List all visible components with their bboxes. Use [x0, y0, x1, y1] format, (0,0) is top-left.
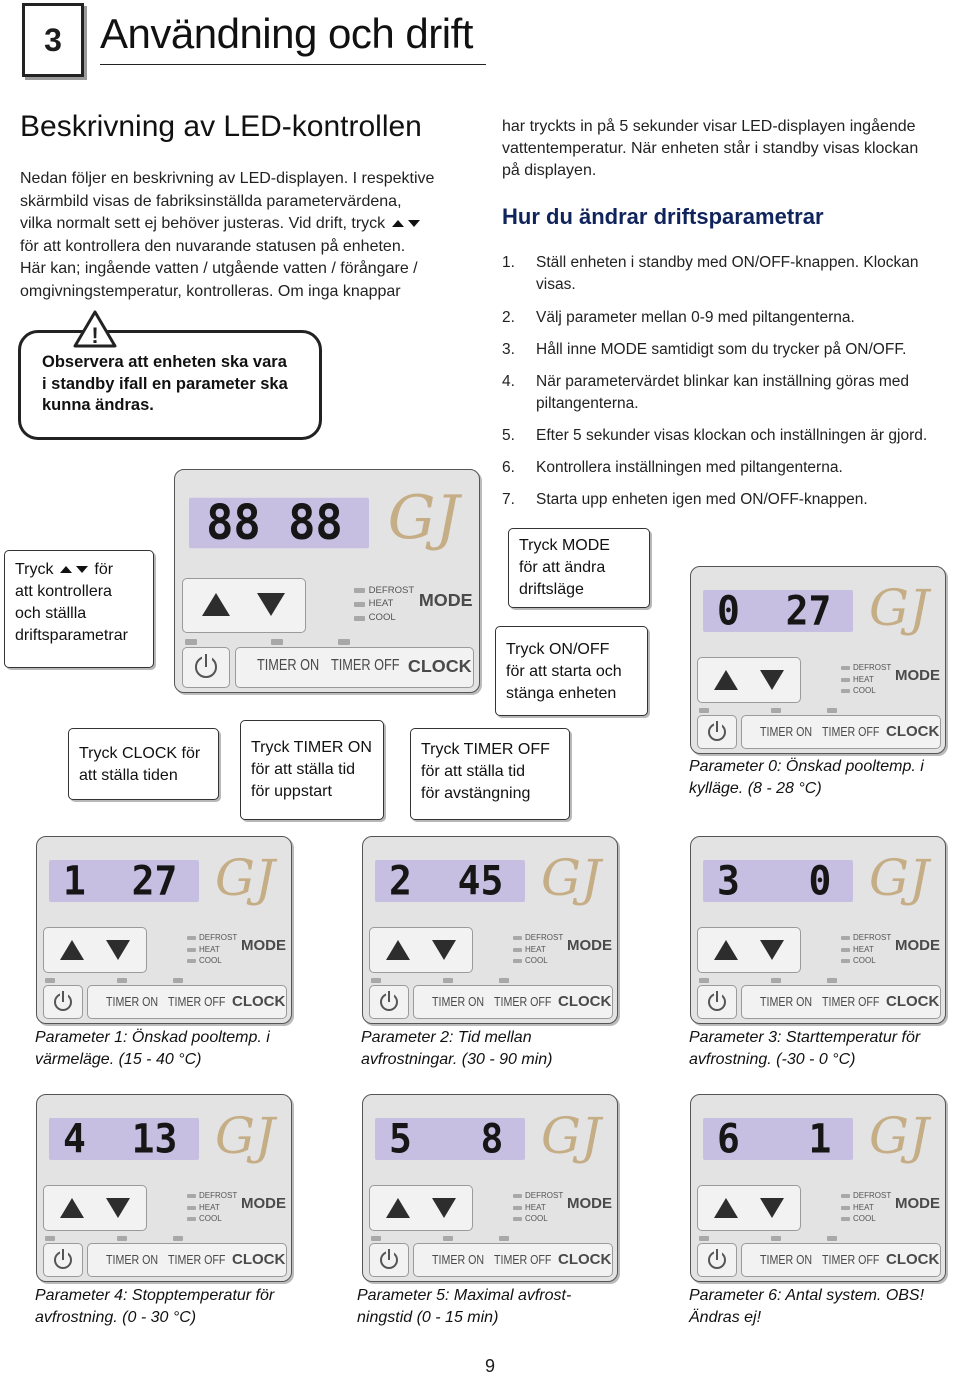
step-text: Håll inne MODE samtidigt som du trycker på ON/OFF. — [536, 341, 907, 358]
right-intro-line: vattentemperatur. När enheten står i standby visas klockan — [502, 140, 919, 157]
power-button[interactable] — [697, 1243, 737, 1277]
callout-line: Tryck TIMER OFF — [421, 741, 550, 758]
intro-line: omgivningstemperatur, kontrolleras. Om inga knappar — [20, 282, 401, 300]
arrow-buttons[interactable] — [697, 927, 801, 973]
step-number: 3. — [502, 341, 515, 358]
cool-indicator-led — [841, 689, 850, 693]
heat-label: HEAT — [368, 598, 394, 610]
arrow-buttons[interactable] — [697, 1185, 801, 1231]
defrost-label: DEFROST — [853, 933, 892, 942]
defrost-label: DEFROST — [525, 933, 564, 942]
power-icon-stem — [205, 654, 207, 667]
callout-timer-on — [240, 720, 384, 820]
right-intro-text — [502, 116, 952, 182]
heat-label: HEAT — [199, 944, 220, 954]
clock-button[interactable]: CLOCK — [232, 993, 286, 1010]
timer-clock-buttons[interactable] — [741, 1243, 941, 1277]
callout-line: driftsläge — [519, 581, 584, 598]
step-text: Starta upp enheten igen med ON/OFF-knappen. — [536, 491, 868, 508]
chapter-number-box — [22, 3, 84, 77]
caption-line: Ändras ej! — [689, 1309, 762, 1326]
clock-button[interactable]: CLOCK — [886, 993, 940, 1010]
step-number: 6. — [502, 459, 515, 476]
callout-line: att kontrollera — [15, 583, 112, 600]
arrow-up-button-icon[interactable] — [386, 940, 410, 960]
power-icon-stem — [62, 991, 64, 1002]
warning-line: kunna ändras. — [42, 396, 154, 414]
callout-clock — [68, 728, 219, 800]
cool-indicator-led — [513, 1217, 522, 1221]
cool-label: COOL — [525, 956, 548, 965]
power-button[interactable] — [43, 985, 83, 1019]
status-led — [699, 708, 709, 713]
arrow-up-icon — [392, 220, 404, 227]
status-led — [771, 1236, 781, 1241]
step-text: Välj parameter mellan 0-9 med piltangenterna. — [536, 309, 855, 326]
heat-indicator-led — [841, 1206, 850, 1210]
intro-line: för att kontrollera den nuvarande statusen på enheten. — [20, 237, 406, 255]
heat-indicator-led — [841, 678, 850, 682]
controller-panel-p0 — [690, 566, 946, 754]
step-number: 4. — [502, 373, 515, 390]
controller-panel-p1 — [36, 836, 292, 1024]
step-number: 5. — [502, 427, 515, 444]
right-intro-line: på displayen. — [502, 162, 597, 179]
arrow-down-button-icon[interactable] — [432, 940, 456, 960]
cool-label: COOL — [525, 1214, 548, 1223]
mode-button[interactable]: MODE — [567, 1195, 612, 1212]
step-text — [536, 371, 960, 415]
step-text: Kontrollera inställningen med piltangenterna. — [536, 459, 843, 476]
caption-line: Parameter 5: Maximal avfrost- — [357, 1287, 572, 1304]
arrow-up-button-icon[interactable] — [714, 1198, 738, 1218]
brand-logo: GJ — [541, 849, 601, 907]
callout-line: för att ändra — [519, 559, 606, 576]
defrost-label: DEFROST — [525, 1191, 564, 1200]
status-led — [338, 639, 350, 645]
caption-parameter-1 — [35, 1027, 315, 1071]
callout-line: för att ställa tid — [421, 763, 526, 780]
caption-line: avfrostningar. (30 - 90 min) — [361, 1051, 553, 1068]
lcd-display: 1 27 — [49, 860, 199, 902]
defrost-label: DEFROST — [853, 663, 892, 672]
heat-label: HEAT — [199, 1202, 220, 1212]
status-led — [771, 708, 781, 713]
led-section-heading: Beskrivning av LED-kontrollen — [20, 110, 422, 143]
arrow-down-button-icon[interactable] — [760, 940, 784, 960]
controller-panel-p3 — [690, 836, 946, 1024]
timer-on-button[interactable]: TIMER ON — [432, 994, 485, 1009]
timer-off-button[interactable]: TIMER OFF — [494, 994, 552, 1009]
arrow-down-icon — [408, 220, 420, 227]
intro-line-text: vilka normalt sett ej behöver justeras. Vid drift, tryck — [20, 215, 386, 232]
timer-on-button[interactable]: TIMER ON — [760, 994, 813, 1009]
callout-onoff — [495, 626, 648, 716]
caption-parameter-2 — [361, 1027, 641, 1071]
brand-logo: GJ — [869, 1107, 929, 1165]
timer-on-button[interactable]: TIMER ON — [257, 657, 320, 675]
status-led — [45, 1236, 55, 1241]
caption-parameter-4 — [35, 1285, 315, 1329]
defrost-indicator-led — [841, 1194, 850, 1198]
step-number: 2. — [502, 309, 515, 326]
caption-line: Parameter 2: Tid mellan — [361, 1029, 532, 1046]
defrost-indicator-led — [841, 666, 850, 670]
caption-line: avfrostning. (-30 - 0 °C) — [689, 1051, 856, 1068]
timer-off-button[interactable]: TIMER OFF — [494, 1252, 552, 1267]
step-line: visas. — [536, 276, 576, 293]
step-line: piltangenterna. — [536, 395, 639, 412]
cool-label: COOL — [853, 1214, 876, 1223]
lcd-display: 3 0 — [703, 860, 853, 902]
caption-line: Parameter 4: Stopptemperatur för — [35, 1287, 275, 1304]
brand-logo: GJ — [869, 579, 929, 637]
lcd-display: 2 45 — [375, 860, 525, 902]
caption-line: Parameter 1: Önskad pooltemp. i — [35, 1029, 270, 1046]
callout-text: Tryck — [15, 561, 54, 578]
callout-arrows — [4, 550, 154, 668]
intro-line — [20, 213, 460, 236]
intro-line: Nedan följer en beskrivning av LED-displayen. I respektive — [20, 170, 435, 187]
defrost-indicator-led — [354, 588, 365, 593]
mode-button[interactable]: MODE — [418, 589, 473, 610]
arrow-up-button-icon[interactable] — [202, 593, 230, 616]
lcd-display: 88 88 — [189, 497, 368, 547]
status-led — [827, 978, 837, 983]
caption-line: ningstid (0 - 15 min) — [357, 1309, 499, 1326]
defrost-label: DEFROST — [368, 584, 415, 596]
heat-indicator-led — [841, 948, 850, 952]
power-icon-stem — [388, 1249, 390, 1260]
heat-label: HEAT — [525, 1202, 546, 1212]
timer-clock-buttons[interactable] — [413, 985, 613, 1019]
arrow-buttons[interactable] — [697, 657, 801, 703]
arrow-down-button-icon[interactable] — [760, 1198, 784, 1218]
cool-indicator-led — [187, 959, 196, 963]
caption-line: avfrostning. (0 - 30 °C) — [35, 1309, 197, 1326]
arrow-down-button-icon[interactable] — [106, 940, 130, 960]
heat-indicator-led — [187, 948, 196, 952]
arrow-up-button-icon[interactable] — [714, 670, 738, 690]
power-icon-gap — [202, 655, 212, 662]
mode-button[interactable]: MODE — [895, 1195, 940, 1212]
brand-logo: GJ — [387, 484, 460, 554]
step-number: 1. — [502, 254, 515, 271]
mode-button[interactable]: MODE — [895, 937, 940, 954]
timer-off-button[interactable]: TIMER OFF — [822, 994, 880, 1009]
timer-clock-buttons[interactable] — [87, 985, 287, 1019]
status-led — [117, 1236, 127, 1241]
heat-indicator-led — [187, 1206, 196, 1210]
defrost-indicator-led — [187, 1194, 196, 1198]
callout-line: Tryck MODE — [519, 537, 610, 554]
status-led — [371, 978, 381, 983]
power-button[interactable] — [182, 647, 230, 688]
arrow-down-icon — [76, 566, 88, 573]
timer-on-button[interactable]: TIMER ON — [106, 994, 159, 1009]
lcd-display: 5 8 — [375, 1118, 525, 1160]
defrost-label: DEFROST — [199, 933, 238, 942]
power-icon-stem — [716, 721, 718, 732]
status-led — [771, 978, 781, 983]
timer-clock-buttons[interactable] — [741, 715, 941, 749]
status-led — [699, 978, 709, 983]
power-button[interactable] — [369, 985, 409, 1019]
chapter-title: Användning och drift — [100, 10, 473, 57]
callout-line — [15, 559, 143, 581]
defrost-indicator-led — [841, 936, 850, 940]
arrow-buttons[interactable] — [369, 927, 473, 973]
power-button[interactable] — [369, 1243, 409, 1277]
arrow-up-button-icon[interactable] — [386, 1198, 410, 1218]
defrost-label: DEFROST — [853, 1191, 892, 1200]
heat-label: HEAT — [853, 944, 874, 954]
arrow-buttons[interactable] — [43, 1185, 147, 1231]
cool-indicator-led — [187, 1217, 196, 1221]
callout-line: Tryck ON/OFF — [506, 641, 610, 658]
timer-on-button[interactable]: TIMER ON — [760, 724, 813, 739]
caption-line: värmeläge. (15 - 40 °C) — [35, 1051, 202, 1068]
clock-button[interactable]: CLOCK — [407, 656, 472, 677]
defrost-indicator-led — [513, 936, 522, 940]
lcd-display: 6 1 — [703, 1118, 853, 1160]
power-button[interactable] — [43, 1243, 83, 1277]
callout-line: för avstängning — [421, 785, 531, 802]
power-icon-stem — [716, 991, 718, 1002]
status-led — [443, 978, 453, 983]
status-led — [45, 978, 55, 983]
warning-line: Observera att enheten ska vara — [42, 353, 287, 371]
timer-clock-buttons[interactable] — [235, 647, 474, 688]
caption-parameter-0 — [689, 756, 949, 800]
clock-button[interactable]: CLOCK — [886, 1251, 940, 1268]
timer-clock-buttons[interactable] — [87, 1243, 287, 1277]
callout-line: att ställa tiden — [79, 767, 178, 784]
clock-button[interactable]: CLOCK — [886, 723, 940, 740]
status-led — [271, 639, 283, 645]
callout-line: för uppstart — [251, 783, 332, 800]
status-led — [185, 639, 197, 645]
callout-line: för att starta och — [506, 663, 622, 680]
mode-button[interactable]: MODE — [241, 937, 286, 954]
arrow-up-button-icon[interactable] — [714, 940, 738, 960]
arrow-down-button-icon[interactable] — [432, 1198, 456, 1218]
step-text — [536, 252, 960, 296]
status-led — [173, 1236, 183, 1241]
power-icon-stem — [388, 991, 390, 1002]
callout-line: stänga enheten — [506, 685, 617, 702]
lcd-display: 4 13 — [49, 1118, 199, 1160]
arrow-down-button-icon[interactable] — [760, 670, 784, 690]
caption-parameter-5 — [357, 1285, 637, 1329]
defrost-label: DEFROST — [199, 1191, 238, 1200]
step-number: 7. — [502, 491, 515, 508]
timer-on-button[interactable]: TIMER ON — [432, 1252, 485, 1267]
callout-line: Tryck TIMER ON — [251, 739, 372, 756]
timer-on-button[interactable]: TIMER ON — [760, 1252, 813, 1267]
heat-indicator-led — [354, 602, 365, 607]
brand-logo: GJ — [541, 1107, 601, 1165]
timer-off-button[interactable]: TIMER OFF — [168, 1252, 226, 1267]
right-intro-line: har tryckts in på 5 sekunder visar LED-displayen ingående — [502, 118, 916, 135]
step-text: Efter 5 sekunder visas klockan och inställningen är gjord. — [536, 427, 928, 444]
status-led — [173, 978, 183, 983]
timer-off-button[interactable]: TIMER OFF — [331, 657, 400, 675]
callout-line: Tryck CLOCK för — [79, 745, 201, 762]
cool-label: COOL — [199, 956, 222, 965]
heat-label: HEAT — [853, 674, 874, 684]
cool-label: COOL — [199, 1214, 222, 1223]
callout-mode — [508, 528, 650, 608]
arrow-up-button-icon[interactable] — [60, 940, 84, 960]
controller-panel-p6 — [690, 1094, 946, 1282]
intro-line: skärmbild visas de fabriksinställda parametervärdena, — [20, 192, 402, 210]
arrow-up-icon — [60, 566, 72, 573]
defrost-indicator-led — [513, 1194, 522, 1198]
arrow-buttons[interactable] — [369, 1185, 473, 1231]
caption-line: Parameter 6: Antal system. OBS! — [689, 1287, 925, 1304]
status-led — [827, 708, 837, 713]
arrow-down-button-icon[interactable] — [106, 1198, 130, 1218]
step-line: Ställ enheten i standby med ON/OFF-knappen. Klockan — [536, 254, 919, 271]
brand-logo: GJ — [869, 849, 929, 907]
arrow-buttons[interactable] — [182, 578, 306, 633]
cool-indicator-led — [841, 1217, 850, 1221]
controller-panel-p5 — [362, 1094, 618, 1282]
clock-button[interactable]: CLOCK — [558, 1251, 612, 1268]
timer-clock-buttons[interactable] — [741, 985, 941, 1019]
heat-indicator-led — [513, 948, 522, 952]
caption-line: Parameter 0: Önskad pooltemp. i — [689, 758, 924, 775]
heat-indicator-led — [513, 1206, 522, 1210]
cool-label: COOL — [853, 686, 876, 695]
mode-button[interactable]: MODE — [895, 667, 940, 684]
arrow-down-button-icon[interactable] — [257, 593, 285, 616]
heat-label: HEAT — [525, 944, 546, 954]
callout-text: för — [94, 561, 114, 578]
cool-label: COOL — [368, 612, 396, 624]
caption-parameter-6 — [689, 1285, 954, 1329]
chapter-title-underline — [100, 64, 486, 65]
warning-symbol: ! — [91, 323, 99, 348]
mode-button[interactable]: MODE — [241, 1195, 286, 1212]
status-led — [371, 1236, 381, 1241]
power-button[interactable] — [697, 715, 737, 749]
cool-indicator-led — [354, 616, 365, 621]
callout-line: och ställla — [15, 605, 87, 622]
brand-logo: GJ — [215, 849, 275, 907]
status-led — [699, 1236, 709, 1241]
clock-button[interactable]: CLOCK — [558, 993, 612, 1010]
timer-clock-buttons[interactable] — [413, 1243, 613, 1277]
brand-logo: GJ — [215, 1107, 275, 1165]
page-number: 9 — [484, 1356, 495, 1376]
timer-off-button[interactable]: TIMER OFF — [168, 994, 226, 1009]
callout-timer-off — [410, 728, 570, 820]
step-line: När parametervärdet blinkar kan inställning göras med — [536, 373, 910, 390]
defrost-indicator-led — [187, 936, 196, 940]
timer-off-button[interactable]: TIMER OFF — [822, 724, 880, 739]
status-led — [499, 978, 509, 983]
status-led — [443, 1236, 453, 1241]
arrow-buttons[interactable] — [43, 927, 147, 973]
warning-icon — [72, 309, 118, 349]
mode-button[interactable]: MODE — [567, 937, 612, 954]
power-button[interactable] — [697, 985, 737, 1019]
caption-line: Parameter 3: Starttemperatur för — [689, 1029, 921, 1046]
power-icon-stem — [716, 1249, 718, 1260]
lcd-display: 0 27 — [703, 590, 853, 632]
status-led — [117, 978, 127, 983]
timer-on-button[interactable]: TIMER ON — [106, 1252, 159, 1267]
status-led — [827, 1236, 837, 1241]
chapter-number: 3 — [44, 21, 62, 58]
warning-text — [42, 352, 312, 417]
cool-label: COOL — [853, 956, 876, 965]
intro-line: Här kan; ingående vatten / utgående vatten / förångare / — [20, 260, 418, 277]
timer-off-button[interactable]: TIMER OFF — [822, 1252, 880, 1267]
heat-label: HEAT — [853, 1202, 874, 1212]
clock-button[interactable]: CLOCK — [232, 1251, 286, 1268]
cool-indicator-led — [513, 959, 522, 963]
controller-panel-main — [174, 469, 480, 693]
arrow-up-button-icon[interactable] — [60, 1198, 84, 1218]
warning-line: i standby ifall en parameter ska — [42, 374, 288, 393]
status-led — [499, 1236, 509, 1241]
controller-panel-p2 — [362, 836, 618, 1024]
change-params-heading: Hur du ändrar driftsparametrar — [502, 204, 824, 229]
power-icon-stem — [62, 1249, 64, 1260]
controller-panel-p4 — [36, 1094, 292, 1282]
callout-line: driftsparametrar — [15, 627, 128, 644]
led-intro-text — [20, 168, 460, 303]
caption-line: kylläge. (8 - 28 °C) — [689, 780, 822, 797]
callout-line: för att ställa tid — [251, 761, 356, 778]
caption-parameter-3 — [689, 1027, 954, 1071]
cool-indicator-led — [841, 959, 850, 963]
